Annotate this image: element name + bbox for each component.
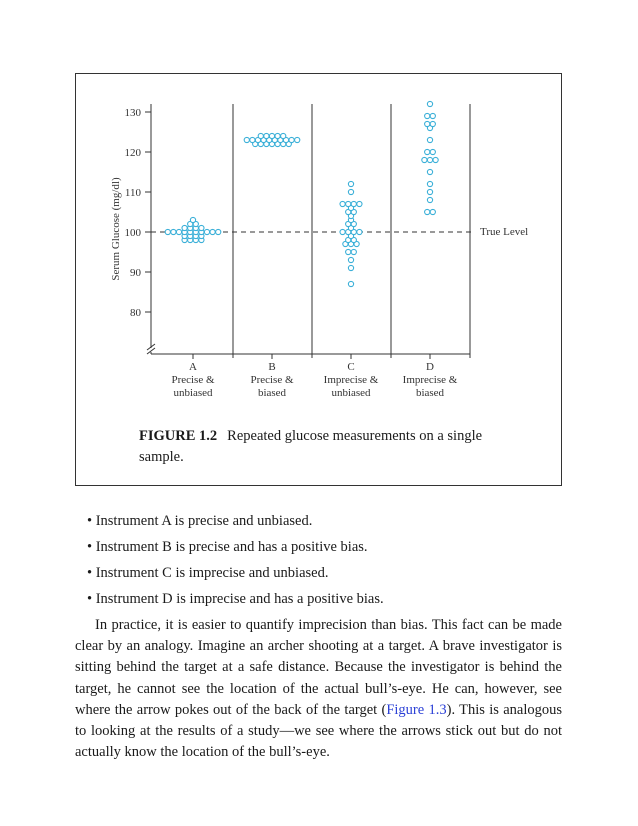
data-point — [165, 229, 170, 234]
group-description: unbiased — [331, 387, 371, 399]
data-point — [340, 229, 345, 234]
body-paragraph — [75, 615, 562, 763]
data-point — [427, 181, 432, 186]
data-point — [348, 181, 353, 186]
data-point — [430, 149, 435, 154]
data-point — [182, 225, 187, 230]
data-point — [351, 249, 356, 254]
group-letter: D — [426, 361, 434, 373]
data-point — [427, 197, 432, 202]
bullet-item: • Instrument C is imprecise and unbiased. — [87, 565, 329, 581]
y-tick-label: 130 — [124, 107, 141, 119]
data-point — [425, 113, 430, 118]
group-description: biased — [257, 387, 287, 399]
figure-link[interactable]: Figure 1.3 — [386, 701, 447, 718]
data-point — [425, 149, 430, 154]
data-point — [250, 137, 255, 142]
data-point — [348, 265, 353, 270]
data-point — [281, 133, 286, 138]
group-description: Imprecise & — [323, 374, 379, 386]
data-point — [171, 229, 176, 234]
y-axis-label: Serum Glucose (mg/dl) — [110, 177, 122, 281]
caption-text: Repeated glucose measurements on a single sample. — [139, 428, 483, 465]
data-point — [289, 137, 294, 142]
figure-box — [75, 73, 562, 486]
figure-caption — [139, 426, 499, 468]
data-point — [348, 257, 353, 262]
data-point — [176, 229, 181, 234]
group-letter: A — [189, 361, 197, 373]
data-point — [216, 229, 221, 234]
group-description: Imprecise & — [402, 374, 458, 386]
group-letter: C — [347, 361, 355, 373]
data-point — [422, 157, 427, 162]
data-point — [199, 225, 204, 230]
data-point — [346, 201, 351, 206]
data-point — [425, 121, 430, 126]
bullet-list — [87, 511, 384, 615]
paragraph-text: ). This is analogous to looking at the results of a study—we see where the arrows stick out but do not actually know the location of the bull’s-eye. — [75, 701, 563, 761]
group-description: unbiased — [173, 387, 213, 399]
data-point — [269, 133, 274, 138]
group-letter: B — [268, 361, 276, 373]
data-point — [244, 137, 249, 142]
data-point — [348, 281, 353, 286]
data-point — [346, 249, 351, 254]
data-point — [427, 169, 432, 174]
data-point — [275, 133, 280, 138]
data-point — [427, 157, 432, 162]
data-point — [430, 113, 435, 118]
figure-label: FIGURE 1.2 — [139, 428, 218, 444]
data-point — [351, 201, 356, 206]
data-point — [348, 189, 353, 194]
group-description: Precise & — [250, 374, 294, 386]
group-description: Precise & — [171, 374, 215, 386]
group-description: biased — [415, 387, 445, 399]
data-point — [430, 209, 435, 214]
data-point — [433, 157, 438, 162]
bullet-item: • Instrument B is precise and has a positive bias. — [87, 539, 368, 555]
data-point — [430, 121, 435, 126]
y-tick-label: 100 — [124, 227, 141, 239]
data-point — [427, 101, 432, 106]
data-point — [190, 217, 195, 222]
bullet-item: • Instrument A is precise and unbiased. — [87, 513, 313, 529]
bullet-item: • Instrument D is imprecise and has a positive bias. — [87, 591, 384, 607]
data-point — [264, 133, 269, 138]
data-point — [258, 133, 263, 138]
y-tick-label: 90 — [130, 267, 141, 279]
y-tick-label: 80 — [130, 307, 141, 319]
data-point — [357, 229, 362, 234]
data-point — [204, 229, 209, 234]
y-tick-label: 120 — [124, 147, 141, 159]
paragraph-text: In practice, it is easier to quantify imprecision than bias. This fact can be made clear by an analogy. Imagine an archer shooting at a target. A brave investigator is sitting behind the target at a safe distance. Because the investigator is behind the target, he cannot see the location of the actual bull’s-eye. He can, however, see where the arrow pokes out of the back of the target ( — [75, 617, 562, 718]
y-tick-label: 110 — [124, 187, 141, 199]
true-level-label: True Level — [480, 226, 529, 238]
data-point — [427, 137, 432, 142]
data-point — [357, 201, 362, 206]
data-point — [427, 189, 432, 194]
data-point — [425, 209, 430, 214]
data-point — [210, 229, 215, 234]
data-point — [295, 137, 300, 142]
data-point — [340, 201, 345, 206]
